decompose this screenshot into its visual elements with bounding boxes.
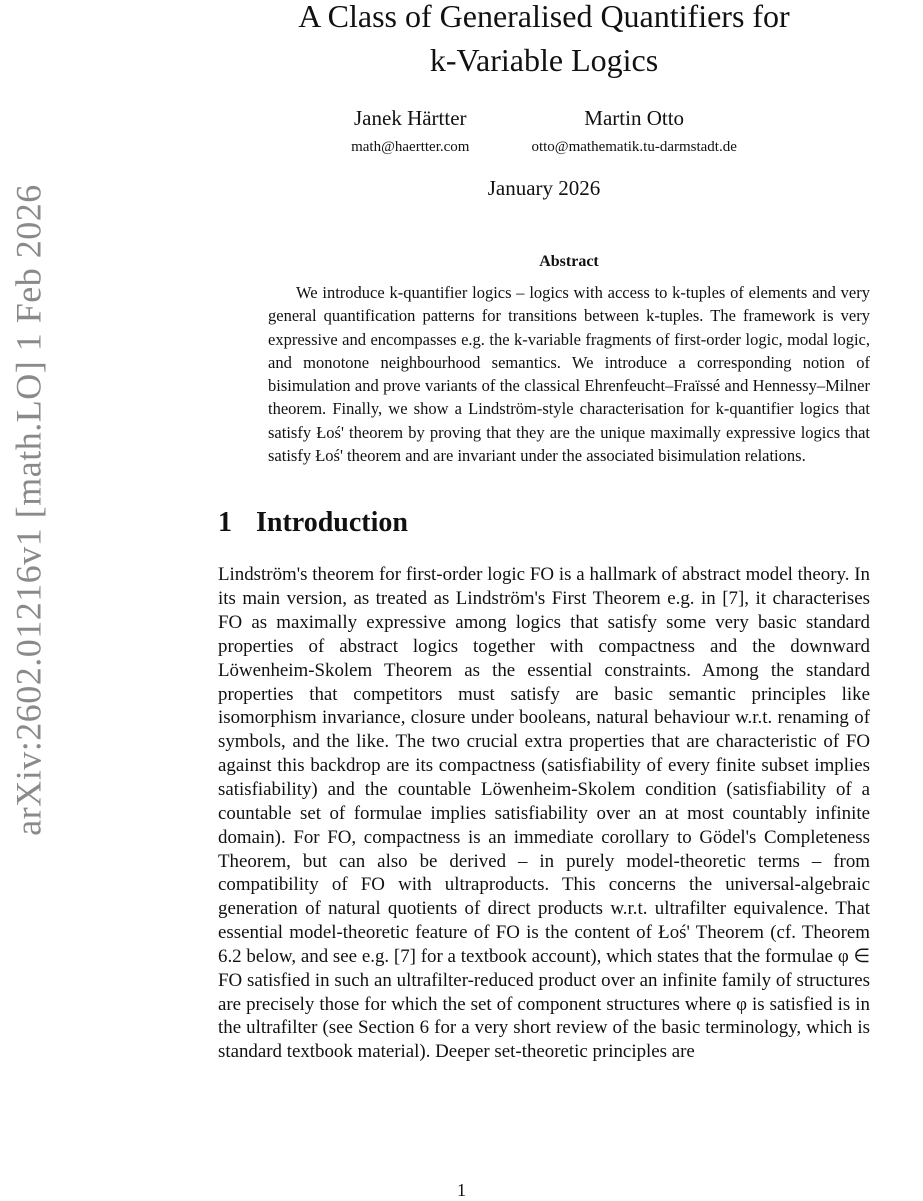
author-1-email: math@haertter.com <box>351 139 470 155</box>
page-number: 1 <box>457 1180 466 1200</box>
author-1 <box>351 104 469 158</box>
section-number: 1 <box>218 507 232 539</box>
author-2-email: otto@mathematik.tu-darmstadt.de <box>531 139 737 155</box>
author-2-name: Martin Otto <box>584 106 685 130</box>
title-line-2: k-Variable Logics <box>429 42 659 78</box>
introduction-paragraph: Lindström's theorem for first-order logic FO is a hallmark of abstract model theory. In its main version, as treated as Lindström's First Theorem e.g. in [7], it characterises FO as maximally expressive among logics that satisfy some very basic standard properties of abstract logics together with compactness and the downward Löwenheim-Skolem Theorem as the essential constraints. Among the standard properties that competitors must satisfy are basic semantic principles like isomorphism invariance, closure under booleans, natural behaviour w.r.t. renaming of symbols, and the like. The two crucial extra properties that are characteristic of FO against this backdrop are its compactness (satisfiability of every finite subset implies satisfiability) and the countable Löwenheim-Skolem condition (satisfiability of a countable set of formulae implies satisfiability over an at most countably infinite domain). For FO, compactness is an immediate corollary to Gödel's Completeness Theorem, but can also be derived – in purely model-theoretic terms – from compatibility of FO with ultraproducts. This concerns the universal-algebraic generation of natural quotients of direct products w.r.t. ultrafilter equivalence. That essential model-theoretic feature of FO is the content of Łoś' Theorem (cf. Theorem 6.2 below, and see e.g. [7] for a textbook account), which states that the formulae φ ∈ FO satisfied in such an ultrafilter-reduced product over an infinite family of structures are precisely those for which the set of component structures where φ is satisfied is in the ultrafilter (see Section 6 for a very short review of the basic terminology, which is standard textbook material). Deeper set-theoretic principles are <box>218 564 870 1063</box>
paper-title <box>218 0 870 82</box>
author-block <box>218 104 870 158</box>
abstract-heading: Abstract <box>539 253 599 270</box>
title-line-1: A Class of Generalised Quantifiers for <box>298 0 790 34</box>
section-title: Introduction <box>256 507 408 539</box>
author-1-name: Janek Härtter <box>354 106 467 130</box>
abstract-text: We introduce k-quantifier logics – logics with access to k-tuples of elements and very general quantification patterns for transitions between k-tuples. The framework is very expressive and encompasses e.g. the k-variable fragments of first-order logic, modal logic, and monotone neighbourhood semantics. We introduce a corresponding notion of bisimulation and prove variants of the classical Ehrenfeucht–Fraïssé and Hennessy–Milner theorem. Finally, we show a Lindström-style characterisation for k-quantifier logics that satisfy Łoś' theorem by proving that they are the unique maximally expressive logics that satisfy Łoś' theorem and are invariant under the associated bisimulation relations. <box>268 283 870 466</box>
arxiv-identifier-text: arXiv:2602.01216v1 [math.LO] 1 Feb 2026 <box>9 184 50 836</box>
paper-page <box>218 0 870 1064</box>
arxiv-identifier-stamp <box>6 150 52 870</box>
author-2 <box>531 104 736 158</box>
abstract-section <box>268 253 870 467</box>
paper-date: January 2026 <box>487 176 601 200</box>
section-heading-introduction <box>218 507 870 539</box>
